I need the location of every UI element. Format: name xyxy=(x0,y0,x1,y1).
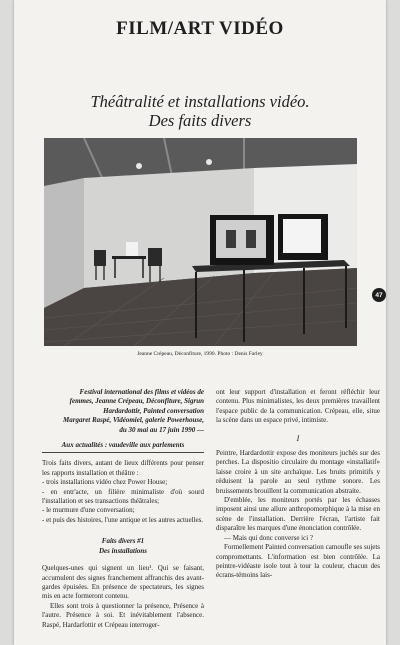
article-title-line-2: Des faits divers xyxy=(148,111,252,130)
list-item: - en entr'acte, un filière minimaliste d'où sourd l'installation et ses transactions théâtrales; xyxy=(42,487,204,506)
photo-caption: Jeanne Crépeau, Déconfiture, 1990. Photo : Denis Farley xyxy=(137,351,263,357)
list-item: - trois installations vidéo chez Power House; xyxy=(42,478,168,487)
installation-photo xyxy=(44,138,357,346)
paragraph: ont leur support d'installation et feront réfléchir leur contenu. Plus minimalistes, les deux premières travaillent l'espace public de la communication. Crépeau, elle, situe la scène dans un espace privé, intimiste. xyxy=(216,388,380,425)
left-column xyxy=(42,388,204,630)
paragraph: Formellement Painted conversation camoufle ses sujets compromettants. L'information est bien contrôlée. La peintre-vidéaste isole tout à tour la couleur, chacun des écrans-témoins lais- xyxy=(216,543,380,580)
article-intro: Festival international des films et vidéos de femmes, Jeanne Crépeau, Déconfiture, Sigrun Hardardottir, Painted conversation Margaret Raspé, Vidéomiel, galerie Powerhouse, du 30 mai au 17 juin 1990 — xyxy=(63,388,204,434)
magazine-page xyxy=(14,0,386,645)
page-number-badge: 47 xyxy=(372,288,386,302)
section-header: FILM/ART VIDÉO xyxy=(116,18,284,39)
paragraph: Peintre, Hardardottir expose des moniteurs juchés sur des perches. La dispositio circulaire du montage «installatif» laisse croire à un site archaïque. Les bruits primitifs y réduisent la parole au seul rythme sonore. Les bruissements brouillent la communication abstraite. xyxy=(216,449,380,495)
article-title xyxy=(14,92,386,130)
article-title-line-1: Théâtralité et installations vidéo. xyxy=(90,92,310,111)
list-item: - le murmure d'une conversation; xyxy=(42,506,135,515)
right-column xyxy=(216,388,380,581)
paragraph: Trois faits divers, autant de lieux différents pour penser les rapports installation et théâtre : xyxy=(42,459,204,477)
paragraph: D'emblée, les moniteurs portés par les échasses imposent ainsi une allure anthropomorphique à la mise en scène de l'installation. Derrière l'écran, l'artiste fait disparaître les marques d'une énonciation contrôlée. xyxy=(216,496,380,533)
paragraph: — Mais qui donc converse ici ? xyxy=(224,533,314,542)
list-item: - et puis des histoires, l'une antique et les autres actuelles. xyxy=(42,515,204,524)
section-heading: Faits divers #1 Des installations xyxy=(98,537,148,555)
paragraph: Quelques-unes qui signent un lieu¹. Qui se faisant, accumulent des signes franchement affranchis des avant-gardes épuisées. En présence de spectateurs, les signes mis en acte formeront contenu. xyxy=(42,564,204,601)
paragraph: Elles sont trois à questionner la présence, Présence à l'autre. Présence à soi. Et inévitablement l'absence. Raspé, Hardarfottir et Crépeau interroger- xyxy=(42,601,204,629)
subheading: Aux actualités : vaudeville aux parlements xyxy=(42,441,204,453)
section-numeral: I xyxy=(296,433,300,443)
